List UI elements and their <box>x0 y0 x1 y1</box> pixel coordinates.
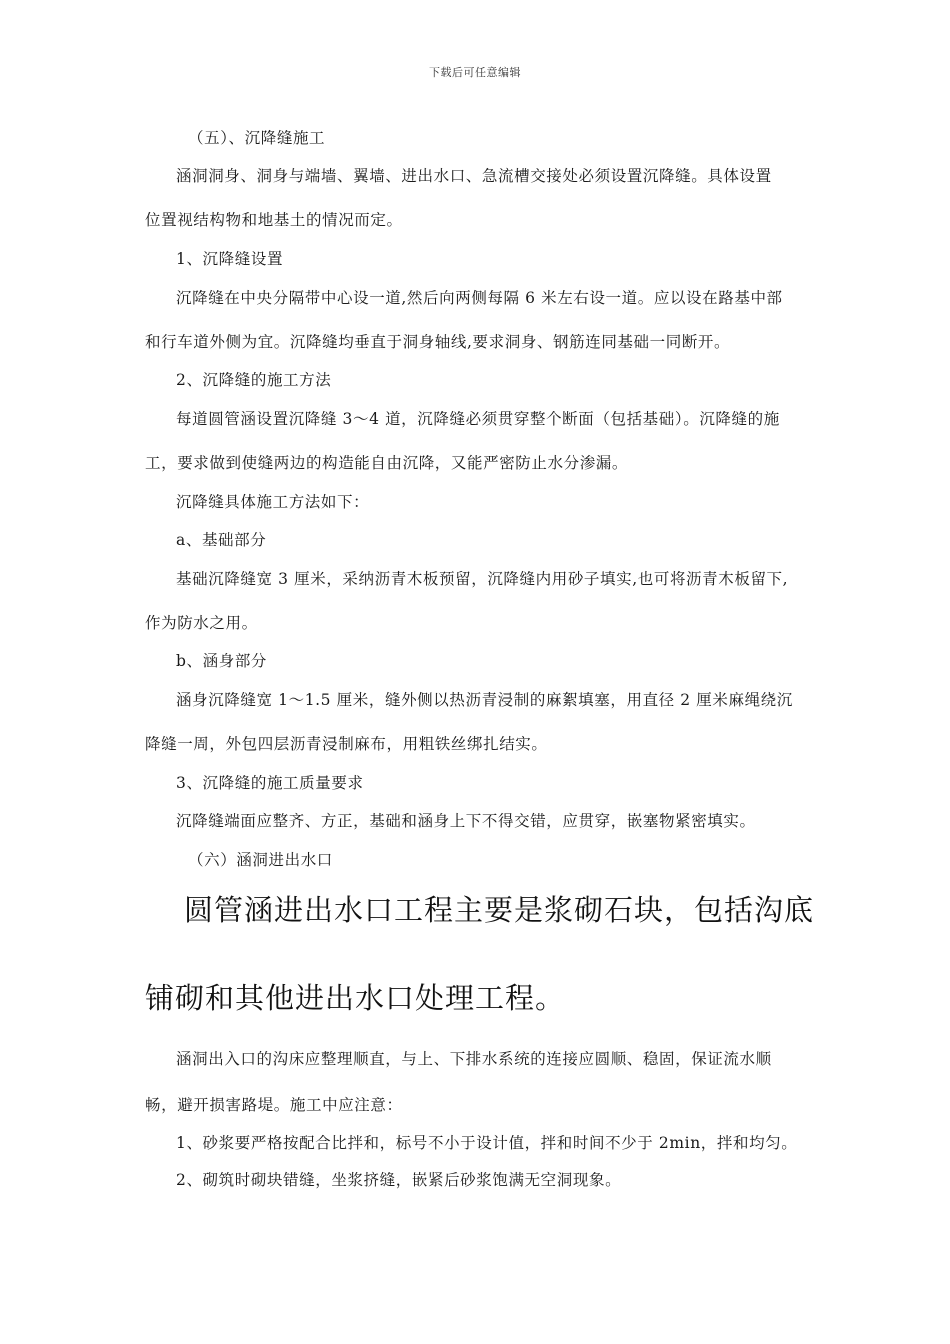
paragraph-line: 和行车道外侧为宜。沉降缝均垂直于洞身轴线,要求洞身、钢筋连同基础一同断开。 <box>145 333 731 351</box>
paragraph-line: 每道圆管涵设置沉降缝 3～4 道，沉降缝必须贯穿整个断面（包括基础）。沉降缝的施 <box>176 410 780 428</box>
page-header: 下载后可任意编辑 <box>429 66 521 79</box>
paragraph-line: 1、砂浆要严格按配合比拌和，标号不小于设计值，拌和时间不少于 2min，拌和均匀。 <box>176 1134 798 1152</box>
subheading-1: 1、沉降缝设置 <box>176 250 284 268</box>
paragraph-line: 位置视结构物和地基土的情况而定。 <box>145 211 403 229</box>
paragraph-line: 沉降缝端面应整齐、方正，基础和涵身上下不得交错，应贯穿，嵌塞物紧密填实。 <box>176 812 756 830</box>
paragraph-line: 涵洞出入口的沟床应整理顺直，与上、下排水系统的连接应圆顺、稳固，保证流水顺 <box>176 1050 772 1068</box>
paragraph-line: 沉降缝在中央分隔带中心设一道,然后向两侧每隔 6 米左右设一道。应以设在路基中部 <box>176 289 783 307</box>
large-paragraph-line: 圆管涵进出水口工程主要是浆砌石块，包括沟底 <box>184 893 815 927</box>
paragraph-line: 降缝一周，外包四层沥青浸制麻布，用粗铁丝绑扎结实。 <box>145 735 548 753</box>
paragraph-line: 2、砌筑时砌块错缝，坐浆挤缝，嵌紧后砂浆饱满无空洞现象。 <box>176 1171 622 1189</box>
subheading-3: 3、沉降缝的施工质量要求 <box>176 774 364 792</box>
subheading-2: 2、沉降缝的施工方法 <box>176 371 332 389</box>
paragraph-line: 工，要求做到使缝两边的构造能自由沉降，又能严密防止水分渗漏。 <box>145 454 629 472</box>
paragraph-line: 涵洞洞身、洞身与端墙、翼墙、进出水口、急流槽交接处必须设置沉降缝。具体设置 <box>176 167 772 185</box>
subheading-a: a、基础部分 <box>176 531 267 549</box>
paragraph-line: 沉降缝具体施工方法如下： <box>176 493 370 511</box>
section-heading-5: （五）、沉降缝施工 <box>188 129 326 147</box>
paragraph-line: 畅，避开损害路堤。施工中应注意： <box>145 1096 403 1114</box>
section-heading-6: （六）涵洞进出水口 <box>188 851 333 869</box>
subheading-b: b、涵身部分 <box>176 652 268 670</box>
paragraph-line: 作为防水之用。 <box>145 614 258 632</box>
paragraph-line: 基础沉降缝宽 3 厘米，采纳沥青木板预留，沉降缝内用砂子填实,也可将沥青木板留下, <box>176 570 789 588</box>
paragraph-line: 涵身沉降缝宽 1～1.5 厘米，缝外侧以热沥青浸制的麻絮填塞，用直径 2 厘米麻绳绕沉 <box>176 691 793 709</box>
large-paragraph-line: 铺砌和其他进出水口处理工程。 <box>145 981 566 1015</box>
